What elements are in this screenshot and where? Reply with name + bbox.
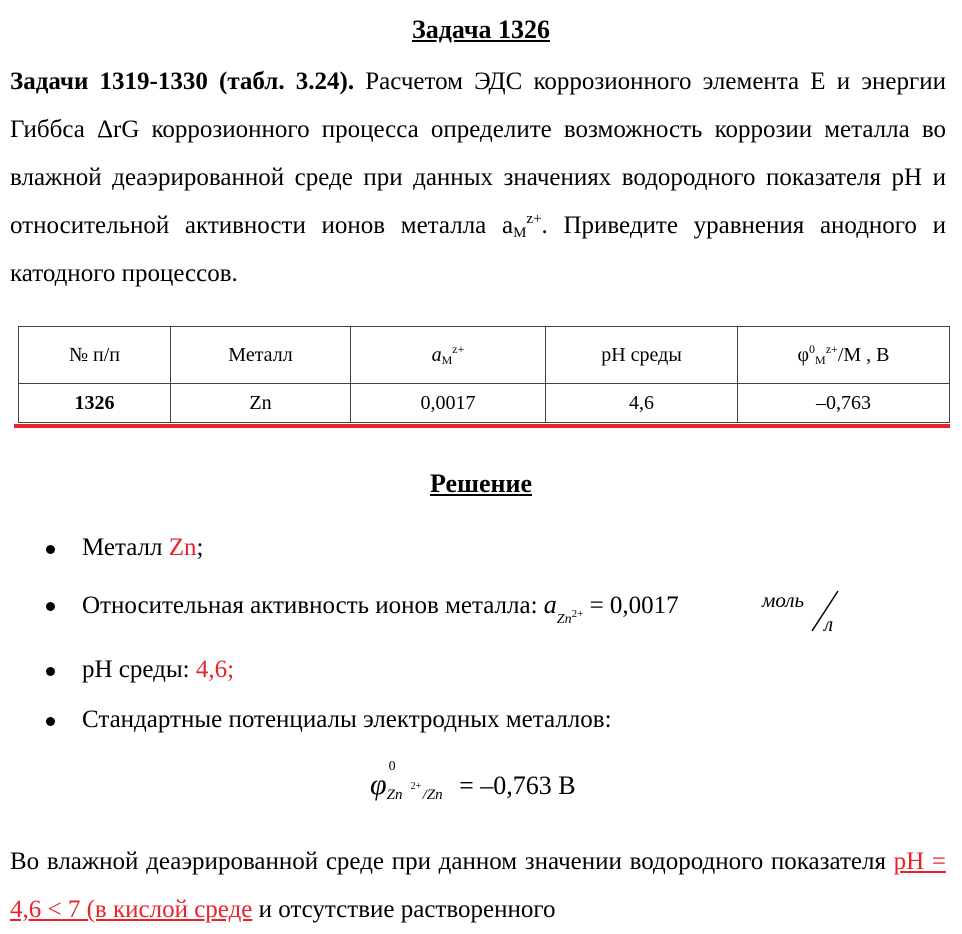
header-metal: Металл bbox=[171, 327, 351, 384]
statement-text-end: . Приведите уравнения анодного и катодного процессов. bbox=[10, 212, 946, 287]
statement-a-sub: M bbox=[513, 225, 527, 241]
header-num: № п/п bbox=[19, 327, 171, 384]
data-table-wrapper bbox=[18, 326, 949, 423]
bullet-dot-icon bbox=[46, 717, 55, 726]
cell-ph: 4,6 bbox=[546, 384, 738, 423]
problem-statement bbox=[10, 58, 946, 298]
problem-reference: Задачи 1319-1330 (табл. 3.24). bbox=[10, 68, 355, 95]
problem-title: Задача 1326 bbox=[412, 15, 550, 44]
activity-label: Относительная активность ионов металла: bbox=[82, 592, 544, 619]
cell-potential: –0,763 bbox=[738, 384, 950, 423]
unit-fraction-icon bbox=[760, 585, 850, 635]
header-activity: $aM^{z+}$ bbox=[351, 327, 546, 384]
bullet-dot-icon bbox=[46, 602, 55, 611]
svg-text:моль: моль bbox=[762, 588, 805, 612]
svg-text:л: л bbox=[824, 612, 834, 635]
solution-title: Решение bbox=[429, 469, 533, 498]
solution-paragraph: Во влажной деаэрированной среде при данном значении водородного показателя pH = 4,6 < 7 (в кислой среде и отсутствие растворенного bbox=[10, 848, 946, 923]
metal-value: Zn bbox=[168, 534, 197, 561]
statement-a-sup: z+ bbox=[526, 211, 542, 227]
cell-num: 1326 bbox=[19, 384, 171, 423]
paragraph-line-1: Во влажной деаэрированной среде при данном значении водородного bbox=[10, 848, 764, 875]
bullet-dot-icon bbox=[46, 667, 55, 676]
paragraph-line-2-start: показателя bbox=[770, 848, 894, 875]
header-potential: $\varphi^0M^{z+}/M$ , В bbox=[738, 327, 950, 384]
table-underline bbox=[14, 424, 950, 428]
cell-metal: Zn bbox=[171, 384, 351, 423]
header-ph: pH среды bbox=[546, 327, 738, 384]
standard-potential-equation: φ 0 Zn 2+ /Zn = –0,763 В bbox=[370, 759, 576, 804]
table-row bbox=[19, 384, 950, 423]
acidic-condition-text: pH = 4,6 < 7 (в кислой среде bbox=[10, 848, 946, 923]
metal-label: Металл bbox=[82, 534, 169, 561]
data-table bbox=[18, 326, 950, 423]
ph-value: 4,6; bbox=[195, 656, 235, 683]
bullet-dot-icon bbox=[46, 545, 55, 554]
ph-label: pH среды: bbox=[82, 656, 196, 683]
table-header-row bbox=[19, 327, 950, 384]
potentials-label: Стандартные потенциалы электродных металлов: bbox=[82, 706, 612, 733]
statement-text: Расчетом ЭДС коррозионного элемента E и энергии Гиббса ΔrG коррозионного процесса определите возможность коррозии металла во влажной деаэрированной среде при данных значениях водородного показателя pH и относительной активности ионов металла a bbox=[10, 68, 947, 239]
cell-activity: 0,0017 bbox=[351, 384, 546, 423]
